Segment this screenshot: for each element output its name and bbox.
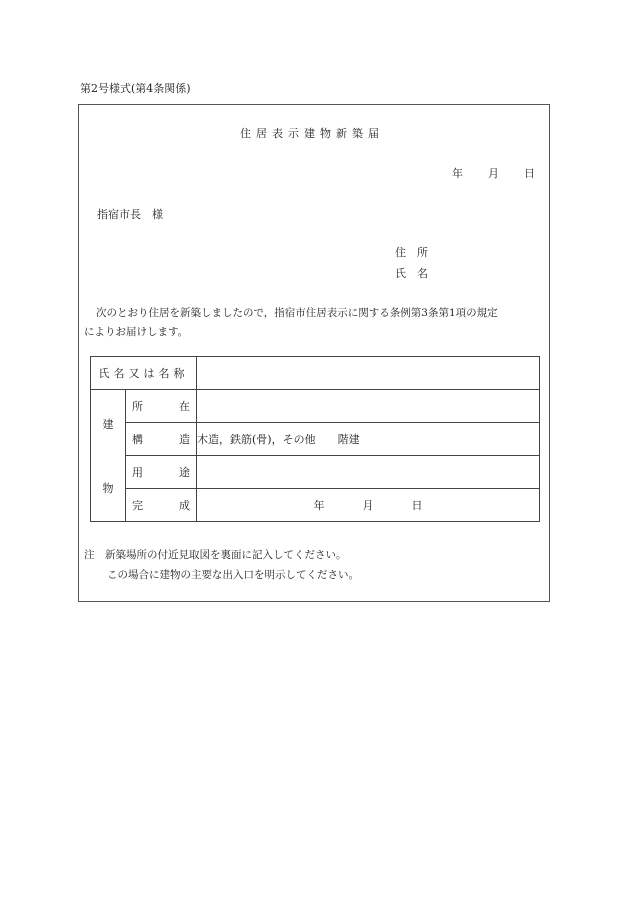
form-frame (78, 104, 550, 602)
form-number: 第2号様式(第4条関係) (80, 82, 191, 95)
completion-day: 日 (411, 499, 423, 512)
name-label: 氏 名 (395, 267, 428, 280)
name-or-title-field[interactable] (197, 357, 540, 390)
table-row (91, 390, 540, 423)
body-text-line2: によりお届けします。 (84, 326, 189, 338)
table-row (91, 423, 540, 456)
table-row (91, 489, 540, 522)
usage-field[interactable] (197, 456, 540, 489)
table-row (91, 357, 540, 390)
completion-month: 月 (362, 499, 374, 512)
location-label: 所 在 (126, 390, 197, 423)
usage-label: 用 途 (126, 456, 197, 489)
completion-year: 年 (313, 499, 325, 512)
addressee: 指宿市長 様 (97, 208, 163, 221)
completion-label: 完 成 (126, 489, 197, 522)
completion-date-field[interactable] (197, 489, 540, 522)
note-line-2: この場合に建物の主要な出入口を明示してください。 (107, 569, 359, 581)
structure-label: 構 造 (126, 423, 197, 456)
building-info-table (90, 356, 540, 522)
address-label: 住 所 (395, 246, 428, 259)
location-field[interactable] (197, 390, 540, 423)
name-or-title-label: 氏名又は名称 (91, 357, 197, 390)
structure-field[interactable]: 木造，鉄筋(骨)，その他 階建 (197, 423, 540, 456)
note-line-1: 注 新築場所の付近見取図を裏面に記入してください。 (84, 549, 347, 561)
building-char-1: 建 (102, 417, 114, 431)
building-group-label (91, 390, 126, 522)
date-year: 年 (452, 167, 463, 180)
building-char-2: 物 (102, 481, 114, 495)
date-day: 日 (524, 167, 535, 180)
table-row (91, 456, 540, 489)
body-text-line1: 次のとおり住居を新築しましたので，指宿市住居表示に関する条例第3条第1項の規定 (96, 307, 498, 319)
date-month: 月 (488, 167, 499, 180)
form-title: 住居表示建物新築届 (240, 127, 384, 140)
